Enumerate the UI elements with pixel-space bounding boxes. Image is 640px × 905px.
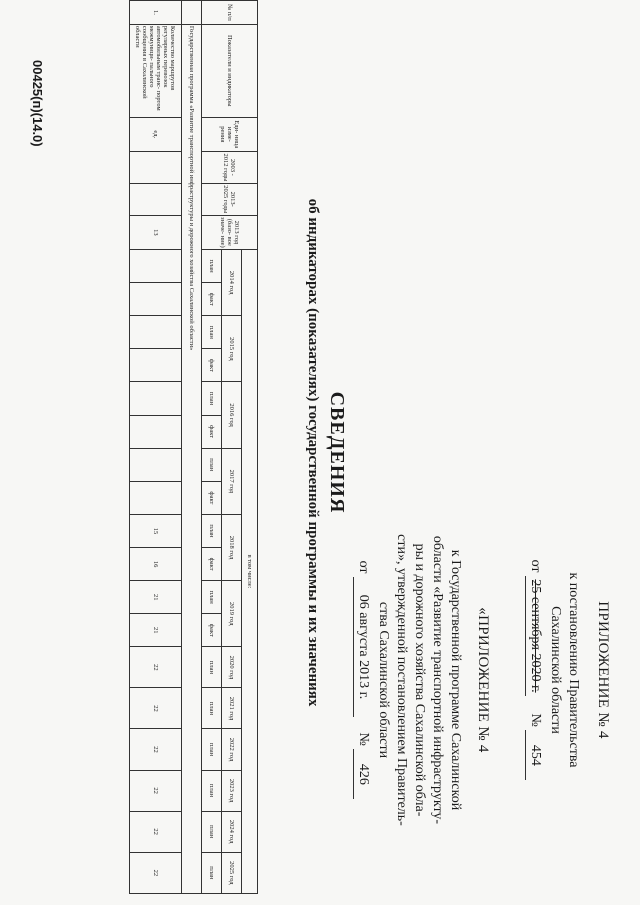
row-base-2013: 13 — [130, 215, 182, 249]
row-2022: 22 — [130, 729, 182, 770]
appendix-original-from: от — [356, 560, 371, 574]
header-plan-year: 2022 год — [222, 729, 242, 770]
appendix-original-num-label: № — [356, 732, 371, 746]
header-fact: факт — [202, 548, 222, 581]
document-heading — [304, 0, 348, 905]
appendix-original-line: к Государственной программе Сахалинской — [448, 549, 463, 811]
footer-code: 00425(п)(14.0) — [30, 60, 45, 147]
appendix-original-date: 06 августа 2013 г. — [356, 594, 371, 700]
header-fact: факт — [202, 283, 222, 316]
header-plan-year: 2023 год — [222, 770, 242, 811]
header-in-that-number: в том числе: — [242, 250, 258, 894]
header-plan: план — [202, 250, 222, 283]
appendix-current-line2: Сахалинской области — [548, 606, 563, 734]
appendix-current-from: от — [528, 559, 543, 573]
row-fact-2019: 21 — [130, 614, 182, 647]
header-2003-2012: 2003 - 2012 годы — [202, 152, 258, 184]
indicators-table — [129, 0, 258, 894]
appendix-current-num-label: № — [528, 713, 543, 727]
row-2023: 22 — [130, 770, 182, 811]
header-fact: факт — [202, 415, 222, 448]
appendix-original-line: области «Развитие транспортной инфраструкту- — [430, 535, 445, 825]
header-num: № п/п — [202, 1, 258, 25]
appendix-original — [353, 520, 492, 840]
appendix-current-number: 454 — [528, 744, 543, 766]
header-year: 2015 год — [222, 316, 242, 382]
header-2013-base: 2013 год (базо- вое значе- ние) — [202, 215, 258, 249]
header-plan-year: 2024 год — [222, 811, 242, 852]
header-name: Показатели и индикаторы — [202, 24, 258, 117]
row-name: Количество маршрутов регулярных перевозок автомобильным транс- портом межмуници- пального сообщения в Сахалинской области — [130, 24, 182, 117]
appendix-current-line1: к постановлению Правительства — [566, 572, 581, 768]
row-2021: 22 — [130, 688, 182, 729]
heading-subtitle: об индикаторах (показателях) государственной программы и их значениях — [305, 198, 321, 707]
row-2024: 22 — [130, 811, 182, 852]
header-plan: план — [202, 770, 222, 811]
heading-title: СВЕДЕНИЯ — [326, 391, 348, 514]
appendix-original-line: ры и дорожного хозяйства Сахалинской обла- — [412, 543, 427, 817]
appendix-original-line: ства Сахалинской области — [376, 601, 391, 759]
header-plan: план — [202, 811, 222, 852]
header-fact: факт — [202, 349, 222, 382]
header-plan: план — [202, 448, 222, 481]
header-plan: план — [202, 316, 222, 349]
header-year: 2014 год — [222, 250, 242, 316]
header-plan-year: 2021 год — [222, 688, 242, 729]
section-title: Государственная программа «Развитие транспортной инфраструктуры и дорожного хозяйства Сахалинской области» — [182, 24, 202, 893]
header-year: 2017 год — [222, 448, 242, 514]
row-fact-2018: 16 — [130, 548, 182, 581]
appendix-original-number: 426 — [356, 763, 371, 785]
header-plan: план — [202, 729, 222, 770]
row-num: 1. — [130, 1, 182, 25]
header-plan: план — [202, 514, 222, 547]
table-row — [130, 1, 182, 894]
appendix-original-line: сти», утвержденной постановлением Правитель- — [394, 534, 409, 826]
header-year: 2018 год — [222, 514, 242, 580]
row-2025: 22 — [130, 852, 182, 893]
header-year: 2019 год — [222, 581, 242, 647]
header-plan-year: 2025 год — [222, 852, 242, 893]
appendix-current-date: 25 сентября 2020 г. — [528, 579, 543, 693]
appendix-current — [525, 520, 612, 820]
header-2013-2025: 2013- 2025 годы — [202, 183, 258, 215]
header-fact: факт — [202, 481, 222, 514]
header-plan: план — [202, 382, 222, 415]
header-fact: факт — [202, 614, 222, 647]
appendix-current-title: ПРИЛОЖЕНИЕ № 4 — [595, 601, 611, 739]
header-year: 2016 год — [222, 382, 242, 448]
header-plan: план — [202, 688, 222, 729]
row-plan-2019: 21 — [130, 581, 182, 614]
row-2020: 22 — [130, 647, 182, 688]
header-unit: Еди- ница изме- рения — [202, 117, 258, 151]
appendix-original-title: «ПРИЛОЖЕНИЕ № 4 — [475, 607, 491, 753]
row-plan-2018: 15 — [130, 514, 182, 547]
row-unit: ед. — [130, 117, 182, 151]
header-plan: план — [202, 852, 222, 893]
header-plan: план — [202, 647, 222, 688]
header-plan: план — [202, 581, 222, 614]
header-plan-year: 2020 год — [222, 647, 242, 688]
